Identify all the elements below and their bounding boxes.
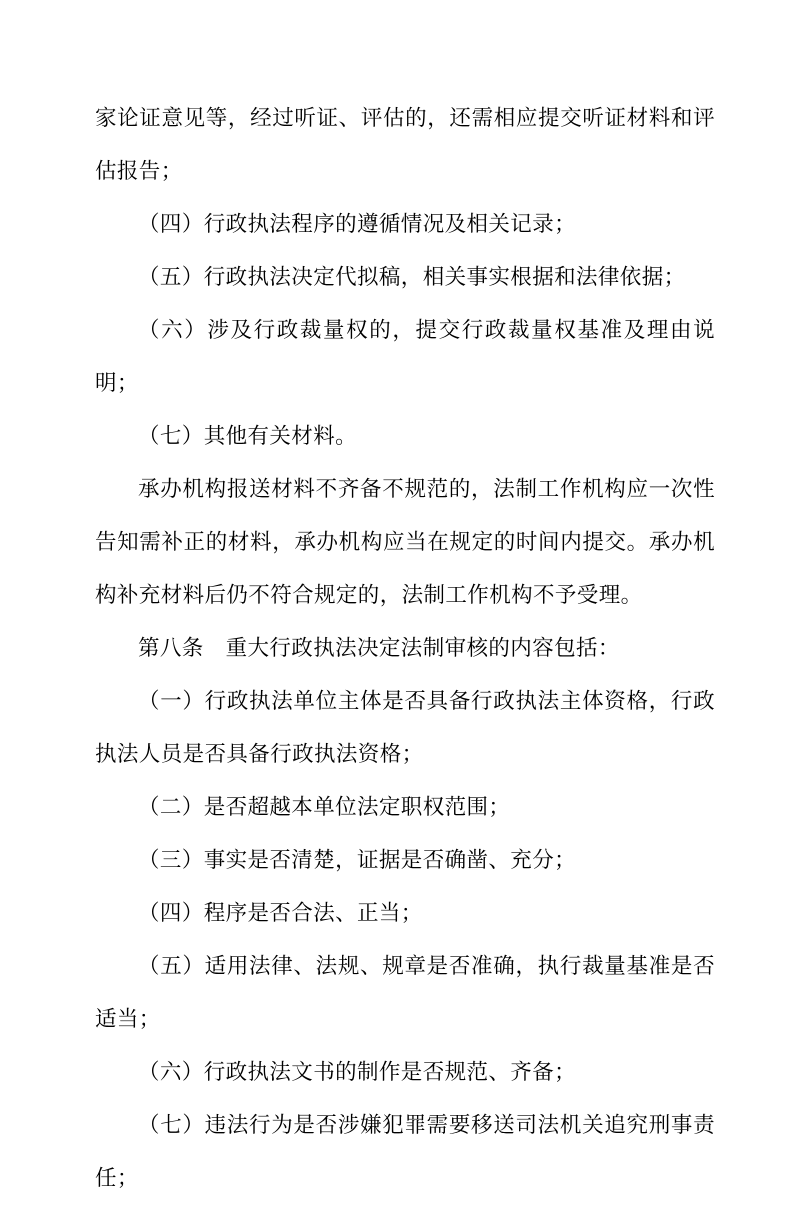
document-body	[95, 92, 715, 1205]
paragraph: 家论证意见等，经过听证、评估的，还需相应提交听证材料和评估报告；	[95, 106, 715, 184]
paragraph: （三）事实是否清楚，证据是否确凿、充分；	[138, 848, 577, 873]
article-heading-8: 第八条 重大行政执法决定法制审核的内容包括：	[138, 636, 620, 661]
paragraph: （二）是否超越本单位法定职权范围；	[138, 795, 511, 820]
paragraph: 承办机构报送材料不齐备不规范的，法制工作机构应一次性告知需补正的材料，承办机构应当在规定的时间内提交。承办机构补充材料后仍不符合规定的，法制工作机构不予受理。	[95, 477, 715, 608]
paragraph: （七）违法行为是否涉嫌犯罪需要移送司法机关追究刑事责任；	[95, 1113, 715, 1191]
paragraph: （六）涉及行政裁量权的，提交行政裁量权基准及理由说明；	[95, 318, 715, 396]
paragraph: （五）行政执法决定代拟稿，相关事实根据和法律依据；	[138, 265, 686, 290]
paragraph: （一）行政执法单位主体是否具备行政执法主体资格，行政执法人员是否具备行政执法资格；	[95, 689, 715, 767]
paragraph: （四）程序是否合法、正当；	[138, 901, 423, 926]
paragraph: （四）行政执法程序的遵循情况及相关记录；	[138, 212, 577, 237]
paragraph: （五）适用法律、法规、规章是否准确，执行裁量基准是否适当；	[95, 954, 715, 1032]
paragraph: （六）行政执法文书的制作是否规范、齐备；	[138, 1060, 577, 1085]
paragraph: （七）其他有关材料。	[138, 424, 358, 449]
